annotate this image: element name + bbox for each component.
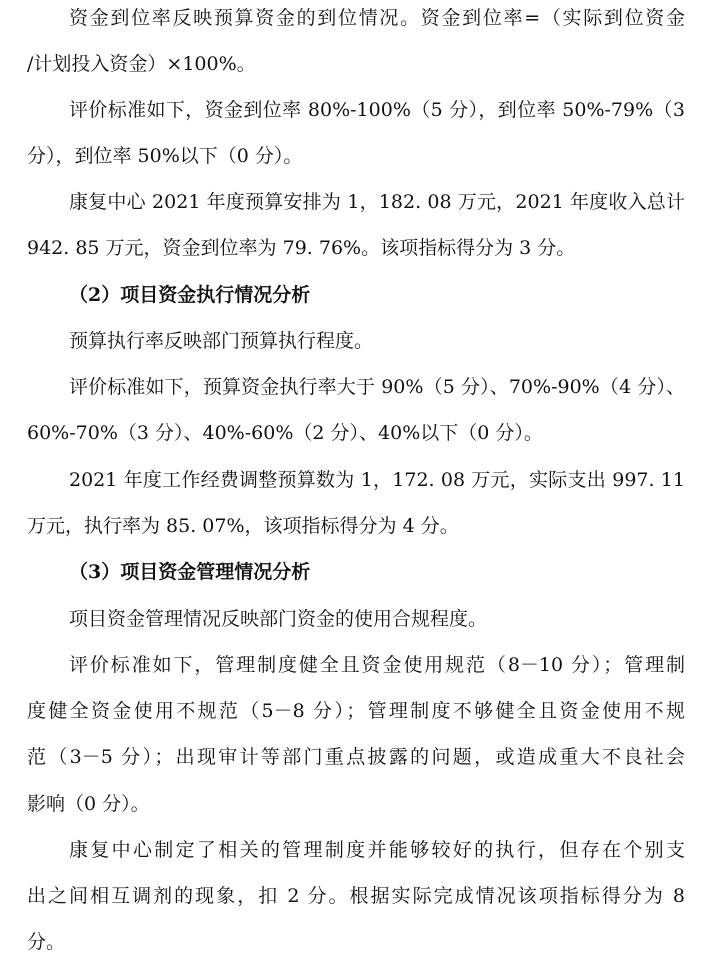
paragraph-line: 康复中心 2021 年度预算安排为 1，182. 08 万元，2021 年度收入总计 <box>69 191 685 213</box>
paragraph-line: 影响（0 分）。 <box>27 793 150 815</box>
paragraph-line: 942. 85 万元，资金到位率为 79. 76%。该项指标得分为 3 分。 <box>27 237 576 259</box>
section-heading: （3）项目资金管理情况分析 <box>69 561 311 583</box>
paragraph-line: 分。 <box>27 931 66 953</box>
paragraph-line: 60%-70%（3 分）、40%-60%（2 分）、40%以下（0 分）。 <box>27 422 543 444</box>
paragraph-line: 万元，执行率为 85. 07%，该项指标得分为 4 分。 <box>27 515 459 537</box>
paragraph-line: 项目资金管理情况反映部门资金的使用合规程度。 <box>69 608 488 630</box>
paragraph-line: 评价标准如下，资金到位率 80%-100%（5 分），到位率 50%-79%（3 <box>69 99 685 121</box>
paragraph-line: 评价标准如下，预算资金执行率大于 90%（5 分）、70%-90%（4 分）、 <box>69 376 685 398</box>
paragraph-line: 2021 年度工作经费调整预算数为 1，172. 08 万元，实际支出 997. 11 <box>69 469 685 491</box>
paragraph-line: 预算执行率反映部门预算执行程度。 <box>69 330 374 352</box>
paragraph-line: 分），到位率 50%以下（0 分）。 <box>27 145 303 167</box>
paragraph-line: /计划投入资金）×100%。 <box>27 53 256 75</box>
section-heading: （2）项目资金执行情况分析 <box>69 284 311 306</box>
paragraph-line: 度健全资金使用不规范（5－8 分）；管理制度不够健全且资金使用不规 <box>27 700 685 722</box>
paragraph-line: 康复中心制定了相关的管理制度并能够较好的执行，但存在个别支 <box>69 839 685 861</box>
paragraph-line: 范（3－5 分）；出现审计等部门重点披露的问题，或造成重大不良社会 <box>27 746 685 768</box>
paragraph-line: 资金到位率反映预算资金的到位情况。资金到位率=（实际到位资金 <box>69 7 685 29</box>
paragraph-line: 评价标准如下，管理制度健全且资金使用规范（8－10 分）；管理制 <box>69 654 685 676</box>
paragraph-line: 出之间相互调剂的现象，扣 2 分。根据实际完成情况该项指标得分为 8 <box>27 885 685 907</box>
